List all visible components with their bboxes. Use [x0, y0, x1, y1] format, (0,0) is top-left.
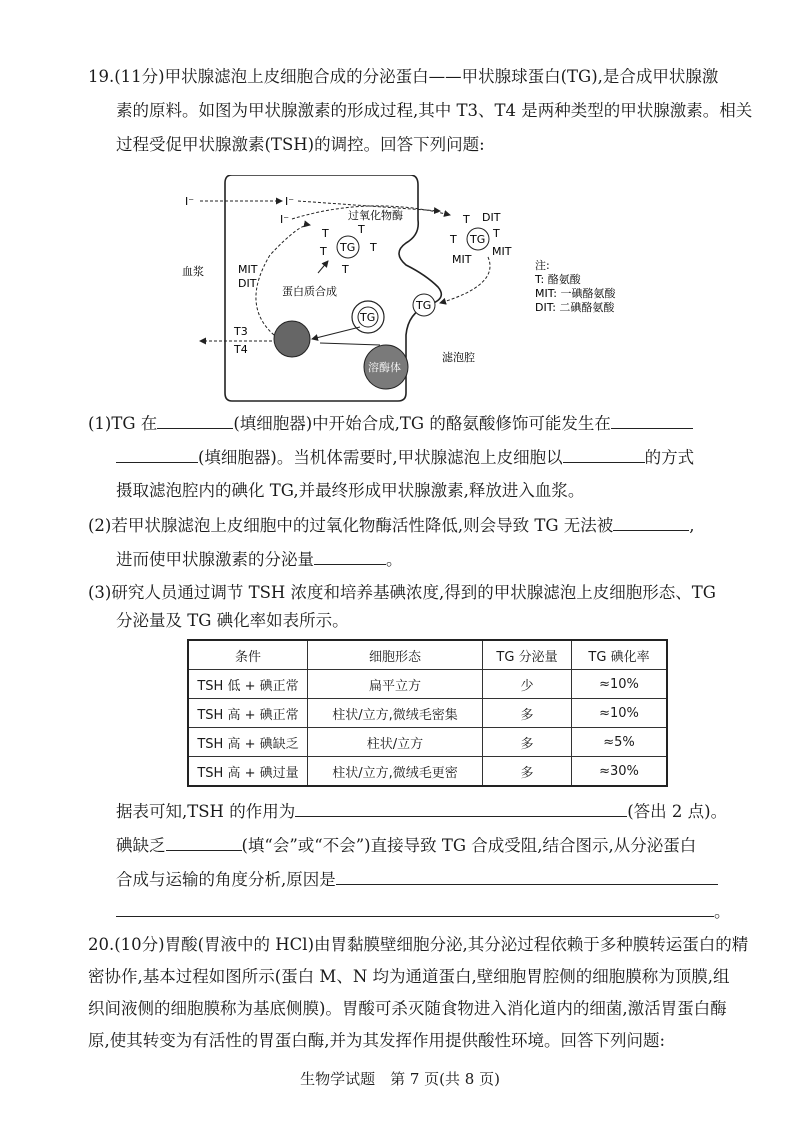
- fused-vesicle: [274, 321, 310, 357]
- note-dit: DIT: 二碘酪氨酸: [535, 301, 615, 314]
- protein-synthesis-arrow: [318, 261, 328, 273]
- table-header: 条件: [188, 640, 308, 670]
- fusion-arrow: [312, 327, 360, 339]
- sub2-text-d: 。: [386, 550, 403, 569]
- sub1-line-2: [116, 446, 694, 469]
- sub2-text-a: (2)若甲状腺滤泡上皮细胞中的过氧化物酶活性降低,则会导致 TG 无法被: [88, 516, 614, 535]
- after-text-c: 碘缺乏: [116, 836, 166, 855]
- sub2-text-c: 进而使甲状腺激素的分泌量: [116, 550, 314, 569]
- q19-line-1: 19.(11分)甲状腺滤泡上皮细胞合成的分泌蛋白——甲状腺球蛋白(TG),是合成甲状腺激: [88, 67, 719, 86]
- sub2-line-2: [116, 548, 403, 571]
- after-text-a: 据表可知,TSH 的作用为: [116, 802, 296, 821]
- iodide-label-top: I⁻: [185, 195, 195, 208]
- tg-cell-label: TG: [340, 241, 356, 254]
- tg-vesicle-label: TG: [360, 311, 376, 324]
- sub1-text-c: (填细胞器)。当机体需要时,甲状腺滤泡上皮细胞以: [198, 448, 563, 467]
- mit-dit-label-2: DIT: [238, 277, 257, 290]
- after-line-2: [116, 834, 696, 857]
- mit-label-2: MIT: [492, 245, 512, 258]
- page-footer: 生物学试题 第 7 页(共 8 页): [300, 1070, 500, 1088]
- lysosome-link: [320, 343, 380, 345]
- sub1-text-d: 的方式: [644, 448, 695, 467]
- t-label-2: T: [358, 223, 365, 236]
- table-cell: TSH 高 + 碘过量: [188, 757, 308, 787]
- sub1-text-a: (1)TG 在: [88, 414, 158, 433]
- lysosome-label: 溶酶体: [368, 361, 401, 374]
- table-row: [188, 728, 667, 757]
- answer-blank-10[interactable]: [116, 900, 714, 917]
- iodide-label-mid: I⁻: [285, 195, 295, 208]
- table-header: TG 分泌量: [483, 640, 572, 670]
- sub2-text-b: ,: [689, 516, 695, 535]
- tg-lumen-label: TG: [470, 233, 486, 246]
- table-row: [188, 670, 667, 699]
- note-mit: MIT: 一碘酪氨酸: [535, 287, 616, 300]
- after-line-1: [116, 800, 727, 823]
- q20-line-3: 织间液侧的细胞膜称为基底侧膜)。胃酸可杀灭随食物进入消化道内的细菌,激活胃蛋白酶: [88, 999, 727, 1018]
- answer-blank-3[interactable]: [116, 446, 198, 463]
- q20-line-1: 20.(10分)胃酸(胃液中的 HCl)由胃黏膜壁细胞分泌,其分泌过程依赖于多种膜转运蛋白的精: [88, 935, 749, 954]
- table-cell: ≈30%: [572, 757, 668, 787]
- after-line-4: [116, 900, 731, 923]
- after-text-b: (答出 2 点)。: [627, 802, 728, 821]
- sub3-line-1: (3)研究人员通过调节 TSH 浓度和培养基碘浓度,得到的甲状腺滤泡上皮细胞形态、TG: [88, 583, 716, 602]
- q19-line-2: 素的原料。如图为甲状腺激素的形成过程,其中 T3、T4 是两种类型的甲状腺激素。相关: [116, 101, 753, 120]
- answer-blank-5[interactable]: [613, 514, 689, 531]
- mit-label: MIT: [452, 253, 472, 266]
- after-text-d: (填“会”或“不会”)直接导致 TG 合成受阻,结合图示,从分泌蛋白: [241, 836, 697, 855]
- table-cell: 柱状/立方,微绒毛密集: [308, 699, 483, 728]
- t-label-5: T: [342, 263, 349, 276]
- table-header: TG 碘化率: [572, 640, 668, 670]
- plasma-label: 血浆: [182, 265, 204, 278]
- t3-label: T3: [234, 325, 248, 338]
- table-cell: 多: [483, 757, 572, 787]
- table-cell: TSH 高 + 碘缺乏: [188, 728, 308, 757]
- table-cell: 多: [483, 728, 572, 757]
- table-cell: TSH 高 + 碘正常: [188, 699, 308, 728]
- table-cell: 柱状/立方: [308, 728, 483, 757]
- q20-line-4: 原,使其转变为有活性的胃蛋白酶,并为其发挥作用提供酸性环境。回答下列问题:: [88, 1031, 666, 1050]
- answer-blank-7[interactable]: [295, 800, 627, 817]
- sub1-line-3: 摄取滤泡腔内的碘化 TG,并最终形成甲状腺激素,释放进入血浆。: [116, 481, 585, 500]
- results-table: [187, 639, 668, 787]
- sub1-text-b: (填细胞器)中开始合成,TG 的酪氨酸修饰可能发生在: [233, 414, 611, 433]
- recycle-arrow: [256, 225, 310, 335]
- table-row: [188, 757, 667, 787]
- sub3-line-2: 分泌量及 TG 碘化率如表所示。: [116, 611, 349, 630]
- table-cell: TSH 低 + 碘正常: [188, 670, 308, 699]
- t-label-1: T: [322, 227, 329, 240]
- answer-blank-2[interactable]: [611, 412, 693, 429]
- dit-label: DIT: [482, 211, 501, 224]
- table-cell: ≈10%: [572, 670, 668, 699]
- table-cell: ≈5%: [572, 728, 668, 757]
- table-row: [188, 699, 667, 728]
- sub2-line-1: [88, 514, 695, 537]
- answer-blank-9[interactable]: [336, 868, 718, 885]
- sub1-line-1: [88, 412, 693, 435]
- after-line-3: [116, 868, 718, 891]
- table-header: 细胞形态: [308, 640, 483, 670]
- note-t: T: 酪氨酸: [535, 273, 581, 286]
- table-cell: 多: [483, 699, 572, 728]
- after-text-f: 。: [714, 902, 731, 921]
- q19-line-3: 过程受促甲状腺激素(TSH)的调控。回答下列问题:: [116, 135, 485, 154]
- lumen-label: 滤泡腔: [442, 351, 475, 364]
- t-label-3: T: [320, 245, 327, 258]
- answer-blank-6[interactable]: [314, 548, 386, 565]
- table-cell: 扁平立方: [308, 670, 483, 699]
- t-label-7: T: [450, 233, 457, 246]
- after-text-e: 合成与运输的角度分析,原因是: [116, 870, 336, 889]
- table-cell: 少: [483, 670, 572, 699]
- peroxidase-label: 过氧化物酶: [348, 209, 403, 222]
- note-title: 注:: [535, 259, 550, 272]
- protein-synthesis-label: 蛋白质合成: [282, 285, 337, 298]
- answer-blank-1[interactable]: [157, 412, 233, 429]
- answer-blank-4[interactable]: [563, 446, 645, 463]
- table-header-row: [188, 640, 667, 670]
- thyroid-hormone-diagram: [170, 175, 640, 405]
- q20-line-2: 密协作,基本过程如图所示(蛋白 M、N 均为通道蛋白,壁细胞胃腔侧的细胞膜称为顶膜,组: [88, 967, 730, 986]
- mit-dit-label-1: MIT: [238, 263, 258, 276]
- t-label-8: T: [493, 227, 500, 240]
- t-label-4: T: [370, 241, 377, 254]
- tg-engulfed-label: TG: [416, 299, 432, 312]
- iodide-label-inner: I⁻: [280, 213, 290, 226]
- answer-blank-8[interactable]: [166, 834, 242, 851]
- t-label-6: T: [463, 213, 470, 226]
- table-cell: 柱状/立方,微绒毛更密: [308, 757, 483, 787]
- t4-label: T4: [234, 343, 248, 356]
- table-cell: ≈10%: [572, 699, 668, 728]
